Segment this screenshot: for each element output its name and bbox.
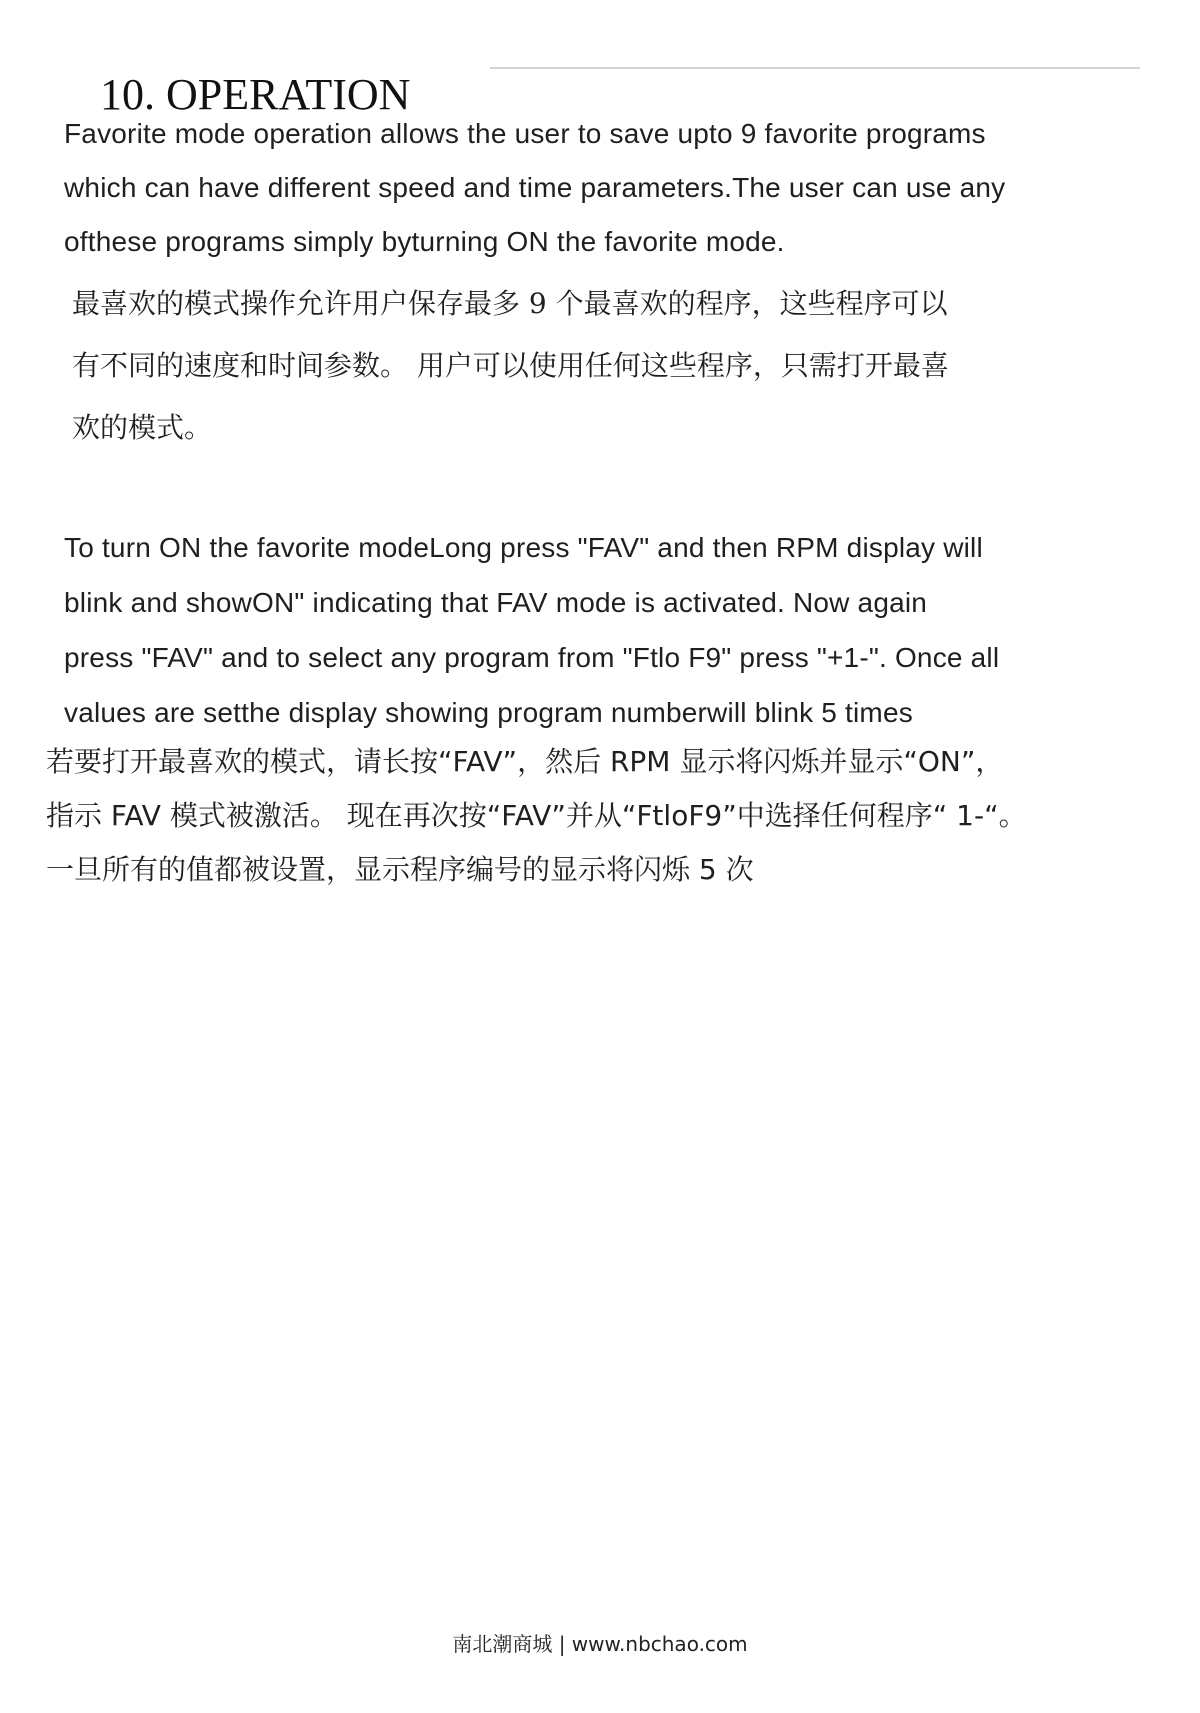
section-number: 10. — [100, 70, 155, 119]
footer-source: 南北潮商城 | www.nbchao.com — [452, 1632, 748, 1656]
howto-paragraph-cn — [46, 740, 1156, 920]
section-title: OPERATION — [166, 70, 411, 119]
section-heading — [100, 66, 410, 124]
howto-en-line-1: To turn ON the favorite modeLong press "FAV" and then RPM display will — [64, 532, 983, 563]
intro-en-line-2: which can have different speed and time parameters.The user can use any — [64, 172, 1006, 203]
intro-cn-line-1: 最喜欢的模式操作允许用户保存最多 9 个最喜欢的程序，这些程序可以 — [72, 287, 948, 320]
intro-en-line-3: ofthese programs simply byturning ON the favorite mode. — [64, 226, 785, 257]
header-rule — [490, 67, 1140, 69]
intro-cn-line-2: 有不同的速度和时间参数。 用户可以使用任何这些程序，只需打开最喜 — [72, 349, 949, 382]
intro-cn-line-3: 欢的模式。 — [72, 411, 213, 444]
howto-en-line-3: press "FAV" and to select any program from "Ftlo F9" press "+1-". Once all — [64, 642, 1000, 673]
howto-paragraph-en — [64, 532, 1144, 752]
intro-en-line-1: Favorite mode operation allows the user to save upto 9 favorite programs — [64, 118, 986, 149]
intro-paragraph-cn — [72, 282, 1142, 462]
howto-cn-line-3: 一旦所有的值都被设置，显示程序编号的显示将闪烁 5 次 — [46, 853, 754, 886]
howto-en-line-4: values are setthe display showing program numberwill blink 5 times — [64, 697, 913, 728]
howto-cn-line-2: 指示 FAV 模式被激活。 现在再次按“FAV”并从“FtloF9”中选择任何程序“ 1-“。 — [46, 799, 1027, 832]
howto-cn-line-1: 若要打开最喜欢的模式，请长按“FAV”，然后 RPM 显示将闪烁并显示“ON”， — [46, 745, 1004, 778]
howto-en-line-2: blink and showON" indicating that FAV mode is activated. Now again — [64, 587, 928, 618]
intro-paragraph-en — [64, 118, 1144, 278]
